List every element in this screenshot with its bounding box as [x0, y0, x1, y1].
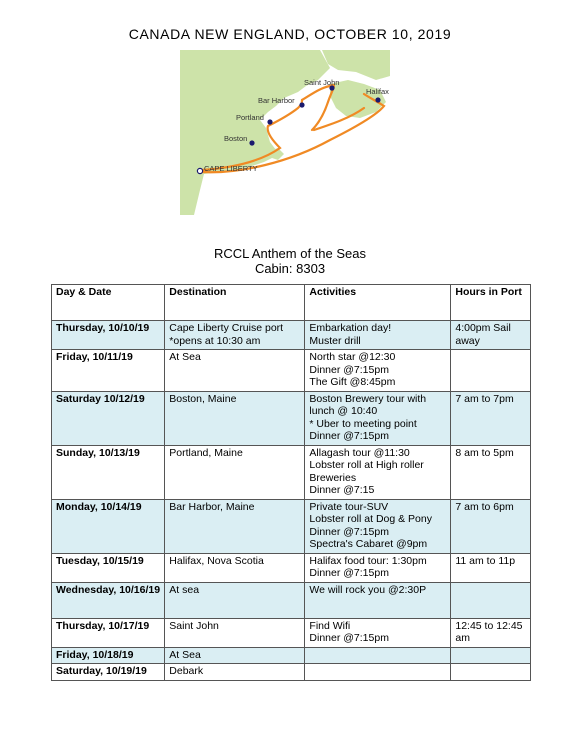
cell-activities: Embarkation day! Muster drill	[305, 321, 451, 350]
cell-activities	[305, 664, 451, 681]
page-title: CANADA NEW ENGLAND, OCTOBER 10, 2019	[128, 26, 452, 42]
table-row	[52, 445, 531, 499]
cell-hours	[451, 582, 531, 618]
cell-date: Thursday, 10/10/19	[52, 321, 165, 350]
cell-date: Thursday, 10/17/19	[52, 618, 165, 647]
cell-date: Sunday, 10/13/19	[52, 445, 165, 499]
cell-hours	[451, 350, 531, 392]
cell-activities: Allagash tour @11:30 Lobster roll at High roller Breweries Dinner @7:15	[305, 445, 451, 499]
header-hours: Hours in Port	[451, 285, 531, 321]
cell-hours	[451, 664, 531, 681]
table-header-row	[52, 285, 531, 321]
ship-heading	[0, 246, 580, 276]
cell-destination: Cape Liberty Cruise port *opens at 10:30 am	[165, 321, 305, 350]
table-row	[52, 391, 531, 445]
route-map	[180, 50, 390, 215]
table-row	[52, 321, 531, 350]
cell-hours: 12:45 to 12:45 am	[451, 618, 531, 647]
port-marker-halifax	[375, 97, 380, 102]
cell-activities: Private tour-SUV Lobster roll at Dog & Pony Dinner @7:15pm Spectra's Cabaret @9pm	[305, 499, 451, 553]
map-label-portland: Portland	[236, 113, 264, 122]
cell-hours: 8 am to 5pm	[451, 445, 531, 499]
table-row	[52, 582, 531, 618]
cabin-number: Cabin: 8303	[254, 261, 326, 276]
cell-hours	[451, 647, 531, 664]
port-marker-boston	[249, 140, 254, 145]
cell-destination: Debark	[165, 664, 305, 681]
cell-date: Friday, 10/18/19	[52, 647, 165, 664]
header-destination: Destination	[165, 285, 305, 321]
cell-date: Monday, 10/14/19	[52, 499, 165, 553]
table-row	[52, 618, 531, 647]
cell-date: Wednesday, 10/16/19	[52, 582, 165, 618]
cell-activities: We will rock you @2:30P	[305, 582, 451, 618]
cell-activities: Boston Brewery tour with lunch @ 10:40 * Uber to meeting point Dinner @7:15pm	[305, 391, 451, 445]
cell-date: Saturday 10/12/19	[52, 391, 165, 445]
cell-date: Friday, 10/11/19	[52, 350, 165, 392]
port-marker-cape-liberty	[197, 168, 202, 173]
map-label-saint-john: Saint John	[304, 78, 340, 87]
map-label-boston: Boston	[224, 134, 248, 143]
cell-date: Tuesday, 10/15/19	[52, 553, 165, 582]
port-marker-portland	[267, 119, 272, 124]
cell-activities: Halifax food tour: 1:30pm Dinner @7:15pm	[305, 553, 451, 582]
cell-destination: At Sea	[165, 647, 305, 664]
table-row	[52, 499, 531, 553]
cell-destination: At sea	[165, 582, 305, 618]
cell-activities: North star @12:30 Dinner @7:15pm The Gift @8:45pm	[305, 350, 451, 392]
map-label-cape-liberty: CAPE LIBERTY	[204, 164, 258, 173]
cell-date: Saturday, 10/19/19	[52, 664, 165, 681]
header-date: Day & Date	[52, 285, 165, 321]
itinerary-table	[51, 284, 531, 681]
table-row	[52, 350, 531, 392]
cell-destination: Boston, Maine	[165, 391, 305, 445]
map-label-bar-harbor: Bar Harbor	[258, 96, 295, 105]
header-activities: Activities	[305, 285, 451, 321]
cell-hours: 11 am to 11p	[451, 553, 531, 582]
cell-hours: 7 am to 7pm	[451, 391, 531, 445]
map-label-halifax: Halifax	[366, 87, 389, 96]
table-row	[52, 553, 531, 582]
cell-destination: At Sea	[165, 350, 305, 392]
cell-destination: Halifax, Nova Scotia	[165, 553, 305, 582]
cell-hours: 7 am to 6pm	[451, 499, 531, 553]
cell-activities	[305, 647, 451, 664]
cell-destination: Saint John	[165, 618, 305, 647]
cell-activities: Find Wifi Dinner @7:15pm	[305, 618, 451, 647]
table-row	[52, 664, 531, 681]
cell-hours: 4:00pm Sail away	[451, 321, 531, 350]
table-row	[52, 647, 531, 664]
cell-destination: Bar Harbor, Maine	[165, 499, 305, 553]
cell-destination: Portland, Maine	[165, 445, 305, 499]
ship-name: RCCL Anthem of the Seas	[214, 246, 366, 261]
port-marker-bar-harbor	[299, 102, 304, 107]
